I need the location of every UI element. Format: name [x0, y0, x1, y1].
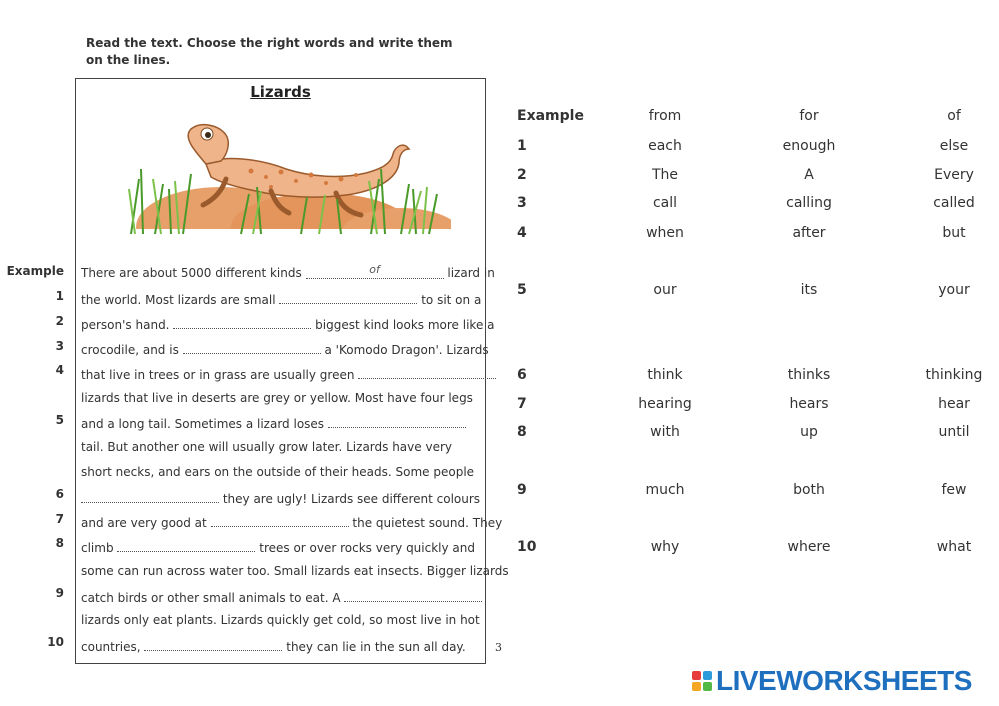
label-1: 1	[55, 289, 64, 303]
option-word[interactable]: hear	[938, 396, 970, 412]
answer-blank-2[interactable]	[173, 316, 311, 329]
options-label: 4	[517, 225, 527, 241]
options-row-3	[517, 195, 987, 215]
answer-blank-6[interactable]	[81, 490, 219, 503]
options-row-7	[517, 396, 987, 416]
options-row-5	[517, 282, 987, 302]
option-word[interactable]: each	[648, 138, 682, 154]
options-row-6	[517, 367, 987, 387]
options-label: 1	[517, 138, 527, 154]
option-word[interactable]: Every	[934, 167, 974, 183]
options-label: Example	[517, 108, 584, 124]
answer-blank-4[interactable]	[358, 366, 496, 379]
answer-blank-9[interactable]	[344, 589, 482, 602]
label-example: Example	[6, 264, 64, 278]
options-row-8	[517, 424, 987, 444]
passage-line: some can run across water too. Small lizards eat insects. Bigger lizards	[81, 564, 509, 578]
option-word[interactable]: your	[938, 282, 970, 298]
option-word[interactable]: what	[936, 539, 972, 555]
passage-line: they are ugly! Lizards see different colours	[81, 490, 480, 506]
passage-line: lizards that live in deserts are grey or yellow. Most have four legs	[81, 391, 473, 405]
logo-square	[692, 682, 701, 691]
answer-blank-3[interactable]	[183, 341, 321, 354]
options-row-example	[517, 108, 987, 128]
options-row-9	[517, 482, 987, 502]
answer-blank-10[interactable]	[144, 638, 282, 651]
label-4: 4	[55, 363, 64, 377]
page-number: 3	[495, 641, 502, 654]
passage-line: lizards only eat plants. Lizards quickly get cold, so most live in hot	[81, 613, 480, 627]
options-row-1	[517, 138, 987, 158]
option-word[interactable]: both	[793, 482, 825, 498]
option-word[interactable]: why	[650, 539, 680, 555]
option-word[interactable]: A	[804, 167, 814, 183]
option-word[interactable]: where	[787, 539, 831, 555]
passage-line: There are about 5000 different kinds of lizard in	[81, 263, 495, 280]
passage-line: tail. But another one will usually grow later. Lizards have very	[81, 440, 452, 454]
logo-mark-icon	[692, 671, 712, 691]
option-word[interactable]: The	[651, 167, 679, 183]
option-word[interactable]: enough	[782, 138, 836, 154]
option-word[interactable]: few	[941, 482, 967, 498]
label-2: 2	[55, 314, 64, 328]
logo-square	[692, 671, 701, 680]
option-word[interactable]: call	[652, 195, 678, 211]
option-word[interactable]: but	[942, 225, 966, 241]
label-3: 3	[55, 339, 64, 353]
label-10: 10	[47, 635, 64, 649]
option-word[interactable]: hearing	[638, 396, 692, 412]
option-word[interactable]: much	[645, 482, 685, 498]
logo-square	[703, 682, 712, 691]
logo-square	[703, 671, 712, 680]
option-word[interactable]: thinking	[925, 367, 983, 383]
option-word[interactable]: thinks	[787, 367, 831, 383]
answer-blank-8[interactable]	[117, 539, 255, 552]
liveworksheets-logo[interactable]	[692, 666, 972, 696]
passage-line: and are very good at the quietest sound. They	[81, 516, 503, 530]
option-word[interactable]: its	[800, 282, 818, 298]
passage-line: and a long tail. Sometimes a lizard loses	[81, 415, 466, 431]
option-word[interactable]: think	[647, 367, 683, 383]
label-5: 5	[55, 413, 64, 427]
option-word[interactable]: hears	[789, 396, 829, 412]
option-word[interactable]: when	[646, 225, 684, 241]
answer-blank-1[interactable]	[279, 291, 417, 304]
options-label: 5	[517, 282, 527, 298]
options-label: 7	[517, 396, 527, 412]
logo-text: LIVEWORKSHEETS	[716, 665, 972, 696]
option-word[interactable]: of	[947, 108, 961, 124]
passage-line: that live in trees or in grass are usually green	[81, 366, 496, 382]
lizard-illustration	[111, 109, 451, 239]
option-word[interactable]: after	[792, 225, 826, 241]
label-8: 8	[55, 536, 64, 550]
passage-line: crocodile, and is a 'Komodo Dragon'. Lizards	[81, 343, 489, 357]
label-7: 7	[55, 512, 64, 526]
passage-line: catch birds or other small animals to eat. A	[81, 589, 482, 605]
option-word[interactable]: until	[938, 424, 970, 440]
options-row-2	[517, 167, 987, 187]
passage-line: countries, they can lie in the sun all day.	[81, 640, 466, 654]
instructions: Read the text. Choose the right words and write them on the lines.	[86, 36, 453, 67]
options-label: 10	[517, 539, 537, 555]
option-word[interactable]: called	[933, 195, 975, 211]
passage-line: climb trees or over rocks very quickly and	[81, 541, 475, 555]
options-label: 9	[517, 482, 527, 498]
option-word[interactable]: from	[648, 108, 682, 124]
label-6: 6	[55, 487, 64, 501]
options-label: 3	[517, 195, 527, 211]
options-label: 8	[517, 424, 527, 440]
passage-line: short necks, and ears on the outside of their heads. Some people	[81, 465, 475, 479]
options-row-4	[517, 225, 987, 245]
option-word[interactable]: else	[939, 138, 969, 154]
answer-blank-7[interactable]	[211, 514, 349, 527]
option-word[interactable]: calling	[786, 195, 832, 211]
passage-line: the world. Most lizards are small to sit on a	[81, 293, 482, 307]
options-row-10	[517, 539, 987, 559]
option-word[interactable]: up	[800, 424, 818, 440]
options-label: 2	[517, 167, 527, 183]
passage-line: person's hand. biggest kind looks more like a	[81, 318, 495, 332]
options-label: 6	[517, 367, 527, 383]
option-word[interactable]: for	[799, 108, 819, 124]
answer-blank-5[interactable]	[328, 415, 466, 428]
option-word[interactable]: our	[653, 282, 677, 298]
label-9: 9	[55, 586, 64, 600]
answer-blank-example[interactable]: of	[306, 266, 444, 279]
passage-title: Lizards	[250, 83, 311, 101]
option-word[interactable]: with	[650, 424, 680, 440]
